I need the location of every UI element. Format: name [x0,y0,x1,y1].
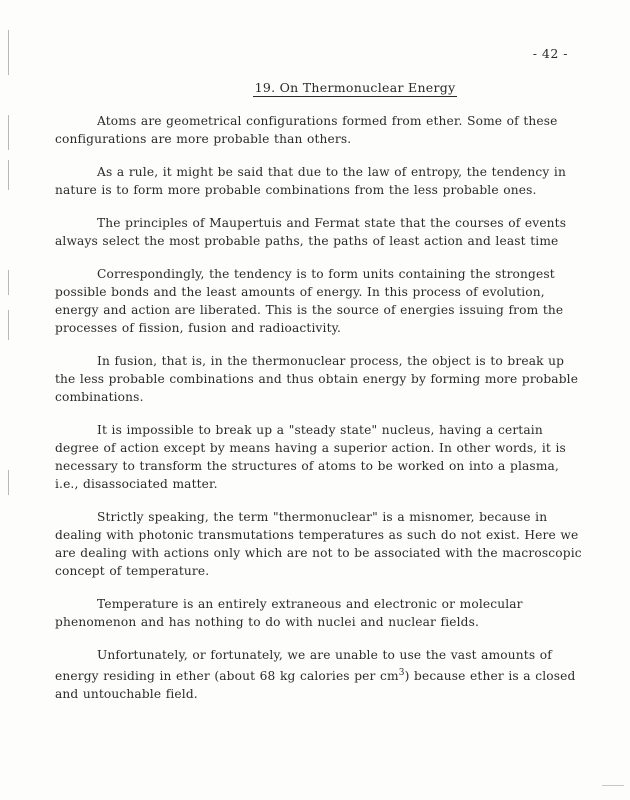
body-text [55,112,585,718]
section-title [0,80,630,95]
paragraph: Correspondingly, the tendency is to form units containing the strongest possible bonds and the least amounts of energy. In this process of evolution, energy and action are liberated. This is the source of energies issuing from the processes of fission, fusion and radioactivity. [55,267,564,335]
superscript-exponent: 3 [398,668,405,678]
paragraph: In fusion, that is, in the thermonuclear process, the object is to break up the less probable combinations and thus obtain energy by forming more probable combinations. [55,354,579,404]
paragraph: Atoms are geometrical configurations formed from ether. Some of these configurations are more probable than others. [55,114,558,146]
paragraph: As a rule, it might be said that due to the law of entropy, the tendency in nature is to form more probable combinations from the less probable ones. [55,165,566,197]
paragraph: It is impossible to break up a "steady state" nucleus, having a certain degree of action except by means having a superior action. In other words, it is necessary to transform the structures of atoms to be worked on into a plasma, i.e., disassociated matter. [55,423,566,491]
page-number: - 42 - [532,46,568,61]
scan-margin-mark [8,160,9,190]
paragraph: Temperature is an entirely extraneous and electronic or molecular phenomenon and has nothing to do with nuclei and nuclear fields. [55,597,523,629]
scan-margin-mark [8,470,9,495]
paragraph-last [55,646,585,703]
paragraph-last-text-end: ) because ether is a closed and untouchable field. [55,669,576,702]
paragraph: Strictly speaking, the term "thermonuclear" is a misnomer, because in dealing with photonic transmutations temperatures as such do not exist. Here we are dealing with actions only which are not to be associated with the macroscopic concept of temperature. [55,510,582,578]
section-title-text: 19. On Thermonuclear Energy [254,80,456,95]
scan-margin-mark [8,30,9,75]
paragraph-last-text: Unfortunately, or fortunately, we are unable to use the vast amounts of energy residing in ether (about 68 kg calories per cm [55,648,552,684]
scan-margin-mark [8,115,9,150]
scan-corner-mark [602,771,624,786]
scan-margin-mark [8,310,9,340]
paragraph: The principles of Maupertuis and Fermat state that the courses of events always select the most probable paths, the paths of least action and least time [55,216,567,248]
scan-margin-mark [8,270,9,295]
